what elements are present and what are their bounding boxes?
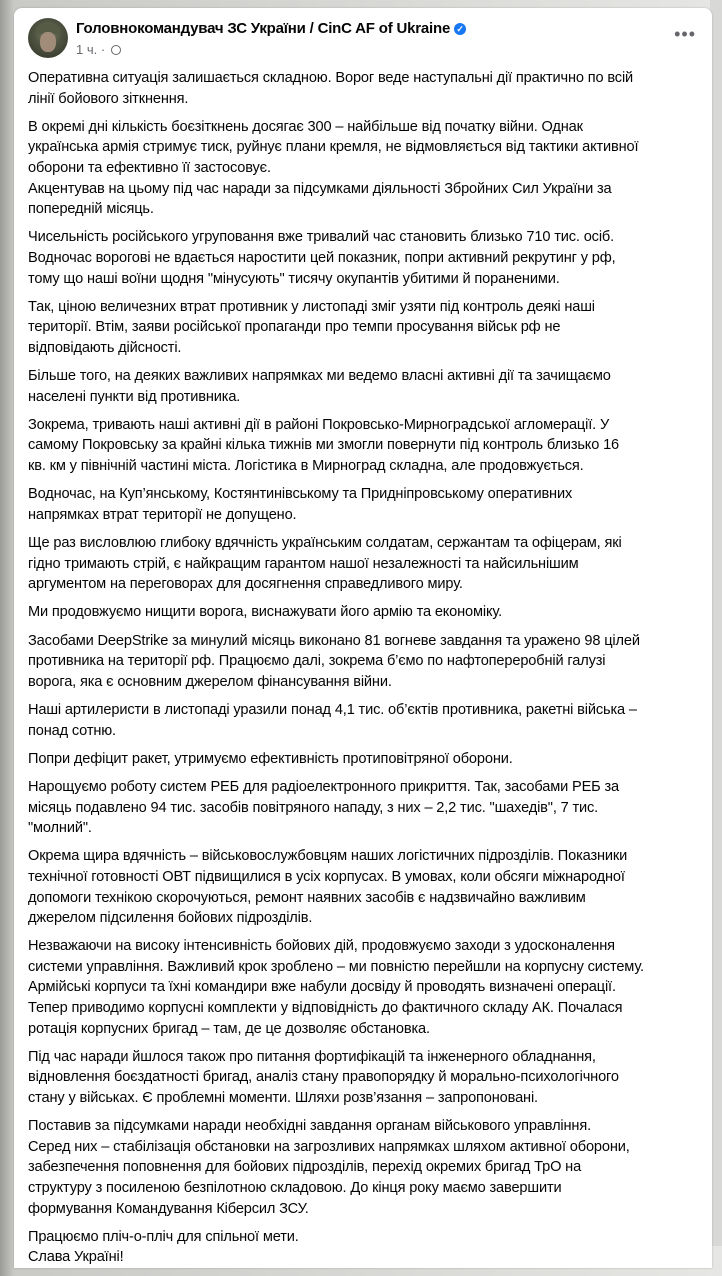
post-text-line: "молний". [28, 820, 92, 837]
post-text-line: ротація корпусних бригад – там, де це дозволяє обстановка. [28, 1020, 430, 1037]
post-text-line: технічної готовності ОВТ підвищилися в усіх корпусах. В умовах, коли обсяги міжнародної [28, 868, 625, 885]
post-text-line: Ми продовжуємо нищити ворога, виснажувати його армію та економіку. [28, 604, 502, 621]
post-text-line: самому Покровську за крайні кілька тижнів ми змогли повернути під контроль близько 16 [28, 437, 620, 454]
post-paragraph [28, 631, 708, 693]
post-paragraph [28, 1227, 708, 1268]
post-paragraph [28, 366, 708, 407]
post-text-line: відновлення боєздатності бригад, аналіз стану правопорядку й морально-психологічного [28, 1069, 619, 1086]
post-text-line: гідно тримають стрій, є найкращим гарантом нашої незалежності та найсильнішим [28, 555, 579, 572]
post-text-line: стану у військах. Є проблемні моменти. Шляхи розв’язання – запропоновані. [28, 1090, 538, 1107]
post-card [14, 8, 712, 1268]
post-text-line: Водночас ворогові не вдається наростити цей показник, попри активний рекрутинг у рф, [28, 249, 616, 266]
post-paragraph [28, 297, 708, 359]
post-text-line: Працюємо пліч-о-пліч для спільної мети. [28, 1228, 299, 1245]
post-text-line: Чисельність російського угруповання вже тривалий час становить близько 710 тис. осіб. [28, 229, 615, 246]
post-text-line: Під час наради йшлося також про питання фортифікацій та інженерного обладнання, [28, 1048, 596, 1065]
post-text-line: оборони та ефективно її застосовує. [28, 159, 271, 176]
author-avatar[interactable] [28, 18, 68, 58]
post-text-line: системи управління. Важливий крок зроблено – ми повністю перейшли на корпусну систему. [28, 958, 644, 975]
post-text-line: території. Втім, заяви російської пропаганди про темпи просування військ рф не [28, 319, 561, 336]
author-name-text[interactable]: Головнокомандувач ЗС України / CinC AF of Ukraine [76, 20, 451, 37]
post-text-line: місяць подавлено 94 тис. засобів повітряного нападу, з них – 2,2 тис. "шахедів", 7 тис. [28, 799, 599, 816]
post-text-line: джерелом підсилення бойових підрозділів. [28, 910, 313, 927]
post-text-line: Так, ціною величезних втрат противник у листопаді зміг узяти під контроль деякі наші [28, 298, 595, 315]
post-text-line: Засобами DeepStrike за минулий місяць виконано 81 вогневе завдання та уражено 98 цілей [28, 632, 640, 649]
post-paragraph [28, 846, 708, 928]
post-text-line: Оперативна ситуація залишається складною. Ворог веде наступальні дії практично по всій [28, 70, 634, 86]
post-paragraph [28, 777, 708, 839]
post-text-line: Поставив за підсумками наради необхідні завдання органам військового управління. [28, 1118, 591, 1135]
post-text-line: аргументом на переговорах для досягнення справедливого миру. [28, 576, 463, 593]
post-text-line: попередній місяць. [28, 201, 154, 218]
post-text-line: Більше того, на деяких важливих напрямках ми ведемо власні активні дії та зачищаємо [28, 368, 611, 385]
post-text-line: напрямках втрат території не допущено. [28, 506, 297, 523]
post-text-line: Нарощуємо роботу систем РЕБ для радіоелектронного прикриття. Так, засобами РЕБ за [28, 778, 619, 795]
post-paragraph [28, 415, 708, 477]
post-text [28, 68, 708, 1276]
post-text-line: структуру з посиленою безпілотною складовою. До кінця року маємо завершити [28, 1180, 562, 1196]
post-text-line: Наші артилеристи в листопаді уразили понад 4,1 тис. об’єктів противника, ракетні війська – [28, 701, 637, 718]
post-paragraph [28, 68, 708, 109]
post-text-line: Тепер приводимо корпусні комплекти у відповідність до фактичного складу АК. Почалася [28, 1000, 623, 1017]
post-text-line: Армійські корпуси та їхні командири вже набули досвіду й проводять визначені операції. [28, 979, 616, 996]
post-text-line: Серед них – стабілізація обстановки на загрозливих напрямках шляхом активної оборони, [28, 1138, 630, 1155]
post-text-line: Незважаючи на високу інтенсивність бойових дій, продовжуємо заходи з удосконалення [28, 938, 615, 955]
post-text-line: тому що наші воїни щодня "мінусують" тисячу окупантів убитими й пораненими. [28, 270, 560, 287]
post-text-line: відповідають дійсності. [28, 339, 182, 356]
post-text-line: забезпечення поповнення для бойових підрозділів, перехід окремих бригад ТрО на [28, 1159, 582, 1176]
post-text-line: лінії бойового зіткнення. [28, 90, 189, 107]
author-name[interactable] [76, 20, 466, 37]
post-paragraph [28, 1116, 708, 1219]
post-paragraph [28, 749, 708, 770]
post-paragraph [28, 936, 708, 1039]
post-text-line: Ще раз висловлюю глибоку вдячність українським солдатам, сержантам та офіцерам, які [28, 535, 622, 552]
post-text-line: Окрема щира вдячність – військовослужбовцям наших логістичних підрозділів. Показники [28, 848, 628, 865]
post-text-line: населені пункти від противника. [28, 388, 241, 405]
post-text-line: Зокрема, тривають наші активні дії в районі Покровсько-Мирноградської агломерації. У [28, 416, 610, 433]
post-text-line: формування Командування Кіберсил ЗСУ. [28, 1200, 309, 1217]
post-time[interactable]: 1 ч. [76, 42, 98, 57]
post-text-line: противника на території рф. Працюємо далі, зокрема б’ємо по нафтопереробній галузі [28, 653, 606, 670]
post-paragraph [28, 700, 708, 741]
post-text-line: понад сотню. [28, 722, 116, 739]
post-paragraph [28, 484, 708, 525]
meta-separator: · [100, 42, 106, 57]
more-options-button[interactable]: ••• [674, 24, 696, 44]
post-text-line: Акцентував на цьому під час наради за підсумками діяльності Збройних Сил України за [28, 180, 612, 197]
post-text-line: Попри дефіцит ракет, утримуємо ефективність протиповітряної оборони. [28, 750, 513, 767]
globe-icon [111, 45, 121, 55]
post-text-line: кв. км у північній частині міста. Логістика в Мирноград складна, але продовжується. [28, 458, 584, 475]
post-text-line: Водночас, на Куп’янському, Костянтинівському та Придніпровському оперативних [28, 486, 573, 503]
post-paragraph [28, 227, 708, 289]
post-text-line: ворога, яка є основним джерелом фінансування війни. [28, 673, 392, 690]
post-text-line: Слава Україні! [28, 1249, 124, 1266]
post-paragraph [28, 602, 708, 623]
post-paragraph [28, 1047, 708, 1109]
post-paragraph [28, 533, 708, 595]
post-meta [76, 42, 121, 57]
post-text-line: допомоги технікою скорочуються, ремонт наявних засобів є надзвичайно важливим [28, 889, 586, 906]
post-text-line: В окремі дні кількість боєзіткнень досягає 300 – найбільше від початку війни. Однак [28, 118, 583, 135]
verified-badge-icon: ✓ [454, 23, 466, 35]
post-paragraph [28, 117, 708, 220]
post-text-line: українська армія стримує тиск, руйнує плани кремля, не відмовляється від тактики активної [28, 139, 639, 156]
